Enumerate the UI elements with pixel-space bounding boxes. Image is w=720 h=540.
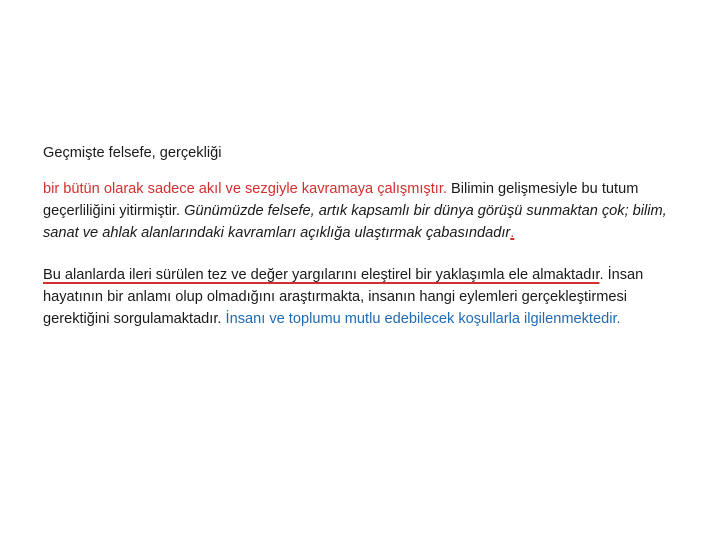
text-content	[43, 142, 683, 350]
period-after-underline: .	[599, 267, 604, 283]
red-statement: bir bütün olarak sadece akıl ve sezgiyle kavramaya çalışmıştır.	[43, 181, 447, 197]
period-mark: .	[510, 225, 515, 241]
blue-statement: İnsanı ve toplumu mutlu edebilecek koşullarla ilgilenmektedir.	[221, 311, 621, 327]
italic-statement: Günümüzde felsefe, artık kapsamlı bir dünya görüşü sunmaktan çok; bilim, sanat ve ahlak alanlarındaki kavramları açıklığa ulaştırmak çabasındadır	[43, 203, 667, 241]
paragraph-2	[43, 264, 683, 330]
heading: Geçmişte felsefe, gerçekliği	[43, 145, 222, 161]
underlined-statement: Bu alanlarda ileri sürülen tez ve değer yargılarını eleştirel bir yaklaşımla ele almaktadır	[43, 267, 600, 283]
paragraph-1	[43, 178, 683, 244]
normal-statement: Bilimin gelişmesiyle bu tutum geçerliliğini yitirmiştir.	[43, 181, 639, 219]
normal-statement-2: İnsan hayatının bir anlamı olup olmadığını araştırmakta, insanın hangi eylemleri gerçekleştirmesi gerektiğini sorgulamaktadır.	[43, 267, 644, 327]
